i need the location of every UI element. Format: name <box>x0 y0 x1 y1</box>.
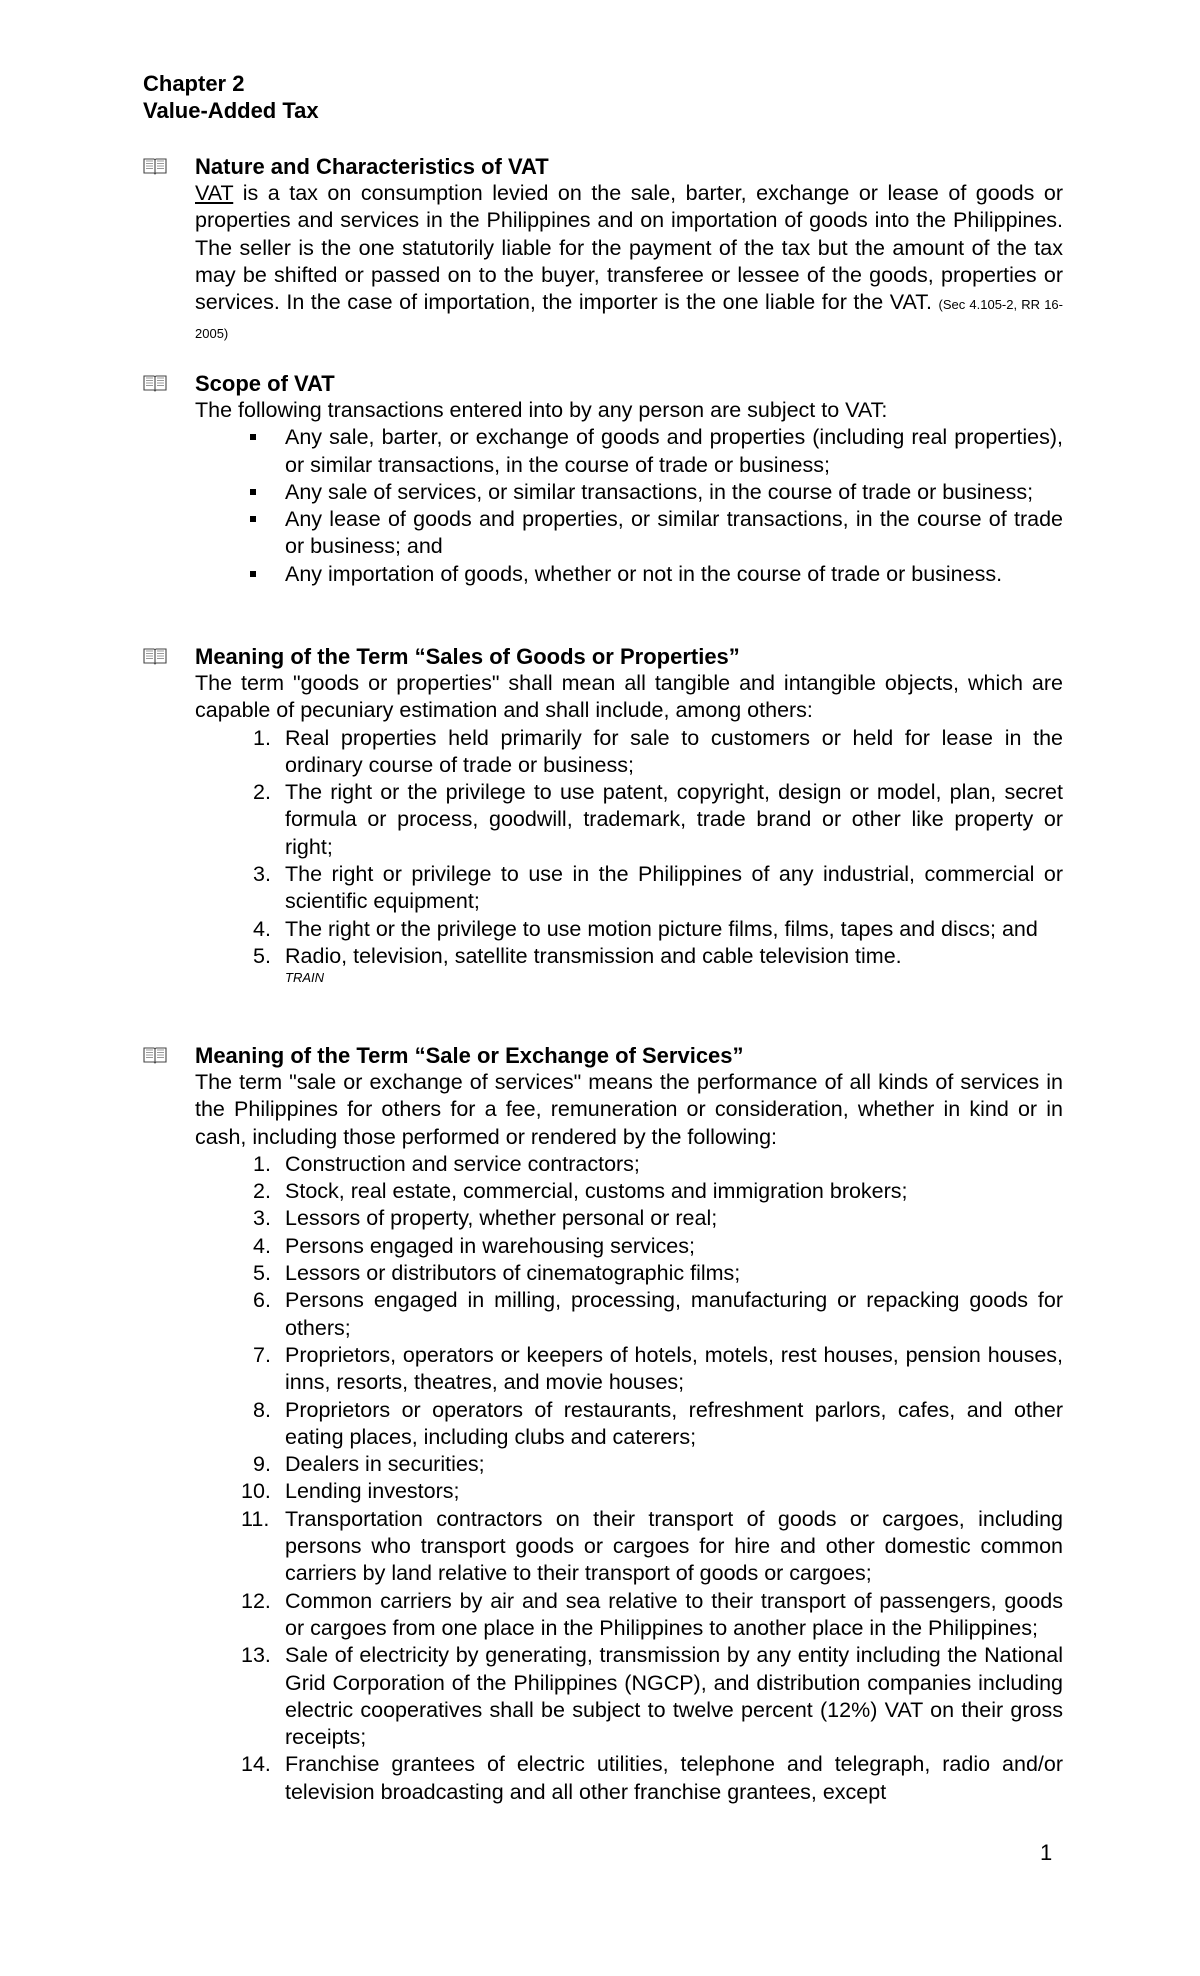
list-item-text: Stock, real estate, commercial, customs and immigration brokers; <box>285 1179 908 1204</box>
list-item: 9. Dealers in securities; <box>253 1452 485 1477</box>
section-nature <box>143 153 1063 348</box>
list-item <box>195 561 1063 588</box>
book-icon <box>143 1046 167 1064</box>
list-item-text: Lending investors; <box>285 1479 460 1504</box>
bullet-marker <box>250 571 256 577</box>
list-item: 6. Persons engaged in milling, processing, manufacturing or repacking goods for others; <box>253 1288 1063 1340</box>
list-item: 13. Sale of electricity by generating, transmission by any entity including the National Grid Corporation of the Philippines (NGCP), and distribution companies including electric cooperatives shall be subject to twelve percent (12%) VAT on their gross receipts; <box>241 1643 1063 1750</box>
list-item-text: The right or the privilege to use motion picture films, films, tapes and discs; and <box>285 916 1038 941</box>
page-number: 1 <box>1040 1840 1053 1865</box>
list-item: 7. Proprietors, operators or keepers of hotels, motels, rest houses, pension houses, inns, resorts, theatres, and movie houses; <box>253 1342 1063 1395</box>
list-item: 2. Stock, real estate, commercial, customs and immigration brokers; <box>253 1179 908 1204</box>
bullet-marker <box>250 434 256 440</box>
list-item-text: Any sale, barter, or exchange of goods and properties (including real properties), or similar transactions, in the course of trade or business; <box>285 425 1063 477</box>
list-item-text: Real properties held primarily for sale to customers or held for lease in the ordinary course of trade or business; <box>285 725 1063 777</box>
list-item-text: Sale of electricity by generating, transmission by any entity including the National Grid Corporation of the Philippines (NGCP), and distribution companies including electric cooperatives shall be subject to twelve percent (12%) VAT on their gross receipts; <box>285 1643 1063 1750</box>
list-item-text: Construction and service contractors; <box>285 1151 640 1176</box>
section-scope <box>143 370 1063 588</box>
list-item: 12. Common carriers by air and sea relative to their transport of passengers, goods or cargoes from one place in the Philippines to another place in the Philippines; <box>241 1588 1063 1640</box>
list-item <box>195 479 1063 506</box>
section-goods-properties <box>143 643 1063 986</box>
section-sale-services <box>143 1042 1063 1806</box>
reference-citation: (Sec 4.105-2, RR 16-2005) <box>195 297 1063 342</box>
bullet-marker <box>250 489 256 495</box>
list-item: 4. The right or the privilege to use motion picture films, films, tapes and discs; and <box>253 916 1038 941</box>
list-item-text: Any importation of goods, whether or not in the course of trade or business. <box>285 561 1003 586</box>
list-item <box>195 506 1063 561</box>
book-icon <box>143 647 167 665</box>
list-item-text: Franchise grantees of electric utilities, telephone and telegraph, radio and/or television broadcasting and all other franchise grantees, except <box>285 1752 1063 1804</box>
paragraph-text: is a tax on consumption levied on the sale, barter, exchange or lease of goods or properties and services in the Philippines and on importation of goods into the Philippines. The seller is the one statutorily liable for the payment of the tax but the amount of the tax may be shifted or passed on to the buyer, transferee or lessee of the goods, properties or services. In the case of importation, the importer is the one liable for the VAT. <box>195 181 1063 315</box>
list-item-text: Lessors of property, whether personal or real; <box>285 1206 718 1231</box>
list-item-text: The right or the privilege to use patent, copyright, design or model, plan, secret formula or process, goodwill, trademark, trade brand or other like property or right; <box>285 780 1063 859</box>
section-intro: The term "goods or properties" shall mean all tangible and intangible objects, which are capable of pecuniary estimation and shall include, among others: <box>195 671 1063 723</box>
list-item: 3. Lessors of property, whether personal or real; <box>253 1206 718 1231</box>
section-title: Meaning of the Term “Sale or Exchange of Services” <box>195 1043 744 1068</box>
section-intro: The term "sale or exchange of services" means the performance of all kinds of services in the Philippines for others for a fee, remuneration or consideration, whether in kind or in cash, including those performed or rendered by the following: <box>195 1070 1063 1149</box>
list-item-text: Lessors or distributors of cinematographic films; <box>285 1261 741 1286</box>
list-item: 5. Lessors or distributors of cinematographic films; <box>253 1261 741 1286</box>
list-item: 1. Real properties held primarily for sale to customers or held for lease in the ordinary course of trade or business; <box>253 725 1063 777</box>
list-item-text: Common carriers by air and sea relative to their transport of passengers, goods or cargoes from one place in the Philippines to another place in the Philippines; <box>285 1588 1063 1640</box>
list-item: 1. Construction and service contractors; <box>253 1151 640 1176</box>
list-item: 2. The right or the privilege to use patent, copyright, design or model, plan, secret formula or process, goodwill, trademark, trade brand or other like property or right; <box>253 780 1063 859</box>
list-item: 4. Persons engaged in warehousing services; <box>253 1233 695 1258</box>
list-item-text: The right or privilege to use in the Philippines of any industrial, commercial or scientific equipment; <box>285 862 1063 914</box>
list-item-text: Any sale of services, or similar transactions, in the course of trade or business; <box>285 479 1034 504</box>
list-item: 3. The right or privilege to use in the Philippines of any industrial, commercial or scientific equipment; <box>253 862 1063 914</box>
list-item: 8. Proprietors or operators of restaurants, refreshment parlors, cafes, and other eating places, including clubs and caterers; <box>253 1397 1063 1449</box>
numbered-list <box>195 725 1063 987</box>
bullet-list <box>195 424 1063 588</box>
section-title: Scope of VAT <box>195 371 335 396</box>
section-title: Nature and Characteristics of VAT <box>195 154 549 179</box>
list-item-note: TRAIN <box>285 970 324 986</box>
vat-term: VAT <box>195 181 234 205</box>
numbered-list <box>195 1151 1063 1806</box>
list-item-text: Persons engaged in warehousing services; <box>285 1233 695 1258</box>
list-item: 10. Lending investors; <box>241 1479 460 1504</box>
book-icon <box>143 157 167 175</box>
list-item: 11. Transportation contractors on their transport of goods or cargoes, including persons who transport goods or cargoes for hire and other domestic common carriers by land relative to their transport of goods or cargoes; <box>241 1506 1063 1586</box>
section-title: Meaning of the Term “Sales of Goods or Properties” <box>195 644 740 669</box>
list-item-text: Proprietors, operators or keepers of hotels, motels, rest houses, pension houses, inns, resorts, theatres, and movie houses; <box>285 1342 1063 1395</box>
chapter-title: Value-Added Tax <box>143 98 319 123</box>
section-paragraph <box>195 180 1063 348</box>
chapter-heading <box>143 70 319 124</box>
book-icon <box>143 374 167 392</box>
list-item <box>195 424 1063 479</box>
list-item-text: Dealers in securities; <box>285 1452 485 1477</box>
list-item: 14. Franchise grantees of electric utilities, telephone and telegraph, radio and/or television broadcasting and all other franchise grantees, except <box>241 1752 1063 1804</box>
section-intro: The following transactions entered into by any person are subject to VAT: <box>195 398 888 422</box>
list-item: 5. Radio, television, satellite transmission and cable television time. TRAIN <box>195 943 1063 986</box>
list-item-text: Proprietors or operators of restaurants, refreshment parlors, cafes, and other eating places, including clubs and caterers; <box>285 1397 1063 1449</box>
chapter-number: Chapter 2 <box>143 71 245 96</box>
list-item-text: Transportation contractors on their transport of goods or cargoes, including persons who transport goods or cargoes for hire and other domestic common carriers by land relative to their transport of goods or cargoes; <box>285 1506 1063 1586</box>
list-item-text: Any lease of goods and properties, or similar transactions, in the course of trade or business; and <box>285 507 1063 559</box>
bullet-marker <box>250 516 256 522</box>
list-item-text: Persons engaged in milling, processing, manufacturing or repacking goods for others; <box>285 1288 1063 1340</box>
list-item-text: Radio, television, satellite transmission and cable television time. <box>285 943 902 968</box>
